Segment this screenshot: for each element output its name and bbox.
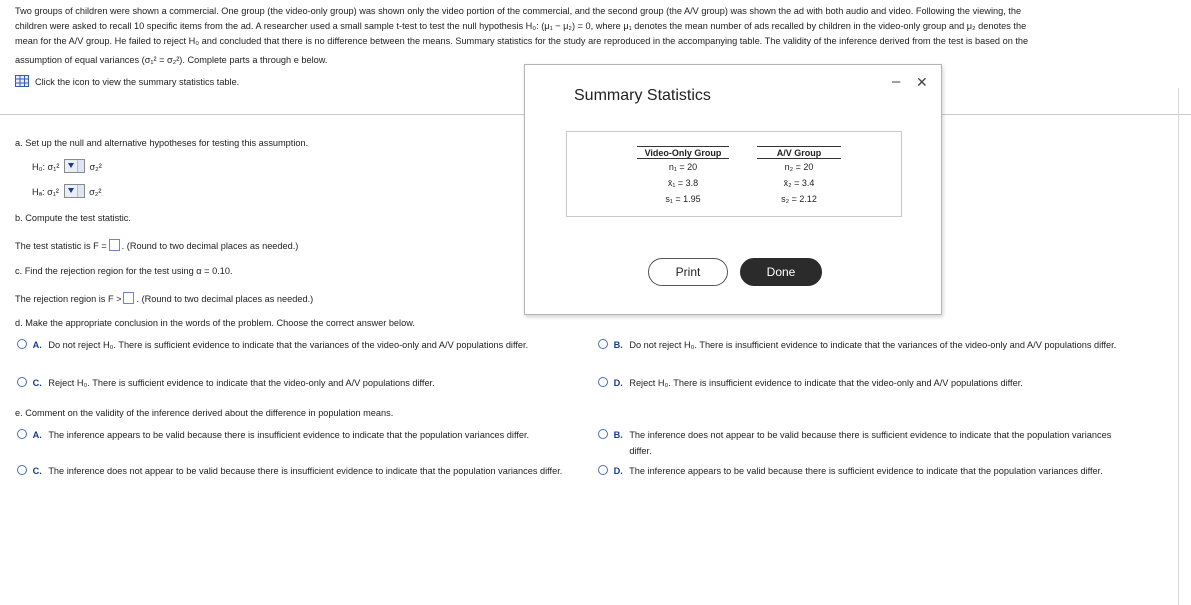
summary-statistics-popup <box>524 64 942 315</box>
ha-rhs: σ₂² <box>89 187 102 197</box>
option-letter: D. <box>613 378 623 388</box>
option-letter: B. <box>613 430 623 440</box>
test-statistic-hint: . (Round to two decimal places as needed.) <box>121 241 299 251</box>
part-d-option-b[interactable] <box>598 337 1168 353</box>
radio-button[interactable] <box>17 429 27 439</box>
radio-button[interactable] <box>598 339 608 349</box>
intro-line-3: mean for the A/V group. He failed to reject H₀ and concluded that there is no difference between the means. Summary statistics for the study are reproduced in the accompanying table. The validity of the inference derived from the test is based on the <box>15 36 1029 46</box>
option-text: Do not reject H₀. There is insufficient evidence to indicate that the variances of the video-only and A/V populations differ. <box>629 340 1117 350</box>
summary-statistics-table <box>566 131 902 217</box>
option-letter: C. <box>32 378 42 388</box>
h0-label: H₀: σ₁² <box>32 162 60 172</box>
rejection-region-row <box>15 292 313 304</box>
av-mean: x̄₂ = 3.4 <box>783 178 815 188</box>
option-letter: B. <box>613 340 623 350</box>
intro-line-2: children were asked to recall 10 specific items from the ad. A researcher used a small sample t-test to test the null hypothesis H₀: (μ₁ − μ₂) = 0, where μ₁ denotes the mean number of ads recalled by children in the video-only group and μ₂ denotes the <box>15 21 1027 31</box>
rejection-region-hint: . (Round to two decimal places as needed.) <box>136 294 314 304</box>
part-d-option-c[interactable] <box>17 375 577 391</box>
part-b-prompt: b. Compute the test statistic. <box>15 213 131 223</box>
radio-button[interactable] <box>598 377 608 387</box>
part-e-option-c[interactable] <box>17 463 577 479</box>
test-statistic-row <box>15 239 298 251</box>
part-e-option-a[interactable] <box>17 427 577 443</box>
test-statistic-lead: The test statistic is F = <box>15 241 107 251</box>
video-only-header: Video-Only Group <box>637 146 729 159</box>
av-column <box>757 146 841 207</box>
option-letter: D. <box>613 466 623 476</box>
h0-row <box>32 159 102 173</box>
option-letter: A. <box>32 340 42 350</box>
av-sd: s₂ = 2.12 <box>781 194 817 204</box>
option-text: Do not reject H₀. There is sufficient evidence to indicate that the variances of the video-only and A/V populations differ. <box>48 340 529 350</box>
part-e-option-b[interactable] <box>598 427 1168 459</box>
ha-label: Hₐ: σ₁² <box>32 187 59 197</box>
problem-intro <box>15 4 1175 68</box>
popup-title: Summary Statistics <box>574 87 711 104</box>
video-only-column <box>637 146 729 207</box>
test-statistic-input[interactable] <box>109 239 120 251</box>
radio-button[interactable] <box>17 339 27 349</box>
ha-relation-dropdown[interactable] <box>64 184 85 198</box>
video-n: n₁ = 20 <box>668 162 698 172</box>
rejection-region-lead: The rejection region is F > <box>15 294 122 304</box>
intro-line-4: assumption of equal variances (σ₁² = σ₂²). Complete parts a through e below. <box>15 55 328 65</box>
done-button[interactable]: Done <box>740 258 822 286</box>
table-icon[interactable] <box>15 75 29 89</box>
h0-rhs: σ₂² <box>89 162 102 172</box>
part-a-prompt: a. Set up the null and alternative hypotheses for testing this assumption. <box>15 138 309 148</box>
minimize-icon[interactable]: – <box>892 73 901 90</box>
part-d-option-a[interactable] <box>17 337 577 353</box>
summary-table-link[interactable] <box>15 75 239 89</box>
option-text: Reject H₀. There is insufficient evidence to indicate that the video-only and A/V populations differ. <box>629 378 1023 388</box>
av-header: A/V Group <box>757 146 841 159</box>
option-text: The inference appears to be valid because there is sufficient evidence to indicate that the population variances differ. <box>629 466 1103 476</box>
part-d-prompt: d. Make the appropriate conclusion in the words of the problem. Choose the correct answer below. <box>15 318 415 328</box>
h0-relation-dropdown[interactable] <box>64 159 85 173</box>
intro-line-1: Two groups of children were shown a commercial. One group (the video-only group) was shown only the video portion of the commercial, and the second group (the A/V group) was shown the ad with both audio and video. Following the viewing, the <box>15 6 1022 16</box>
part-c-prompt: c. Find the rejection region for the test using α = 0.10. <box>15 266 233 276</box>
av-n: n₂ = 20 <box>784 162 814 172</box>
radio-button[interactable] <box>598 465 608 475</box>
close-icon[interactable]: ✕ <box>916 74 928 90</box>
option-letter: C. <box>32 466 42 476</box>
option-text: The inference does not appear to be valid because there is sufficient evidence to indicate that the population variances differ. <box>629 430 1112 456</box>
print-button[interactable]: Print <box>648 258 728 286</box>
part-e-option-d[interactable] <box>598 463 1173 479</box>
radio-button[interactable] <box>17 465 27 475</box>
part-d-option-d[interactable] <box>598 375 1168 391</box>
rejection-region-input[interactable] <box>123 292 134 304</box>
video-mean: x̄₁ = 3.8 <box>667 178 699 188</box>
option-text: The inference appears to be valid because there is insufficient evidence to indicate that the population variances differ. <box>48 430 530 440</box>
ha-row <box>32 184 101 198</box>
option-letter: A. <box>32 430 42 440</box>
radio-button[interactable] <box>598 429 608 439</box>
option-text: Reject H₀. There is sufficient evidence to indicate that the video-only and A/V populations differ. <box>48 378 435 388</box>
option-text: The inference does not appear to be valid because there is insufficient evidence to indicate that the population variances differ. <box>48 466 563 476</box>
radio-button[interactable] <box>17 377 27 387</box>
scroll-edge <box>1178 88 1179 605</box>
video-sd: s₁ = 1.95 <box>665 194 701 204</box>
part-e-prompt: e. Comment on the validity of the inference derived about the difference in population means. <box>15 408 394 418</box>
table-link-text[interactable]: Click the icon to view the summary statistics table. <box>35 77 240 87</box>
